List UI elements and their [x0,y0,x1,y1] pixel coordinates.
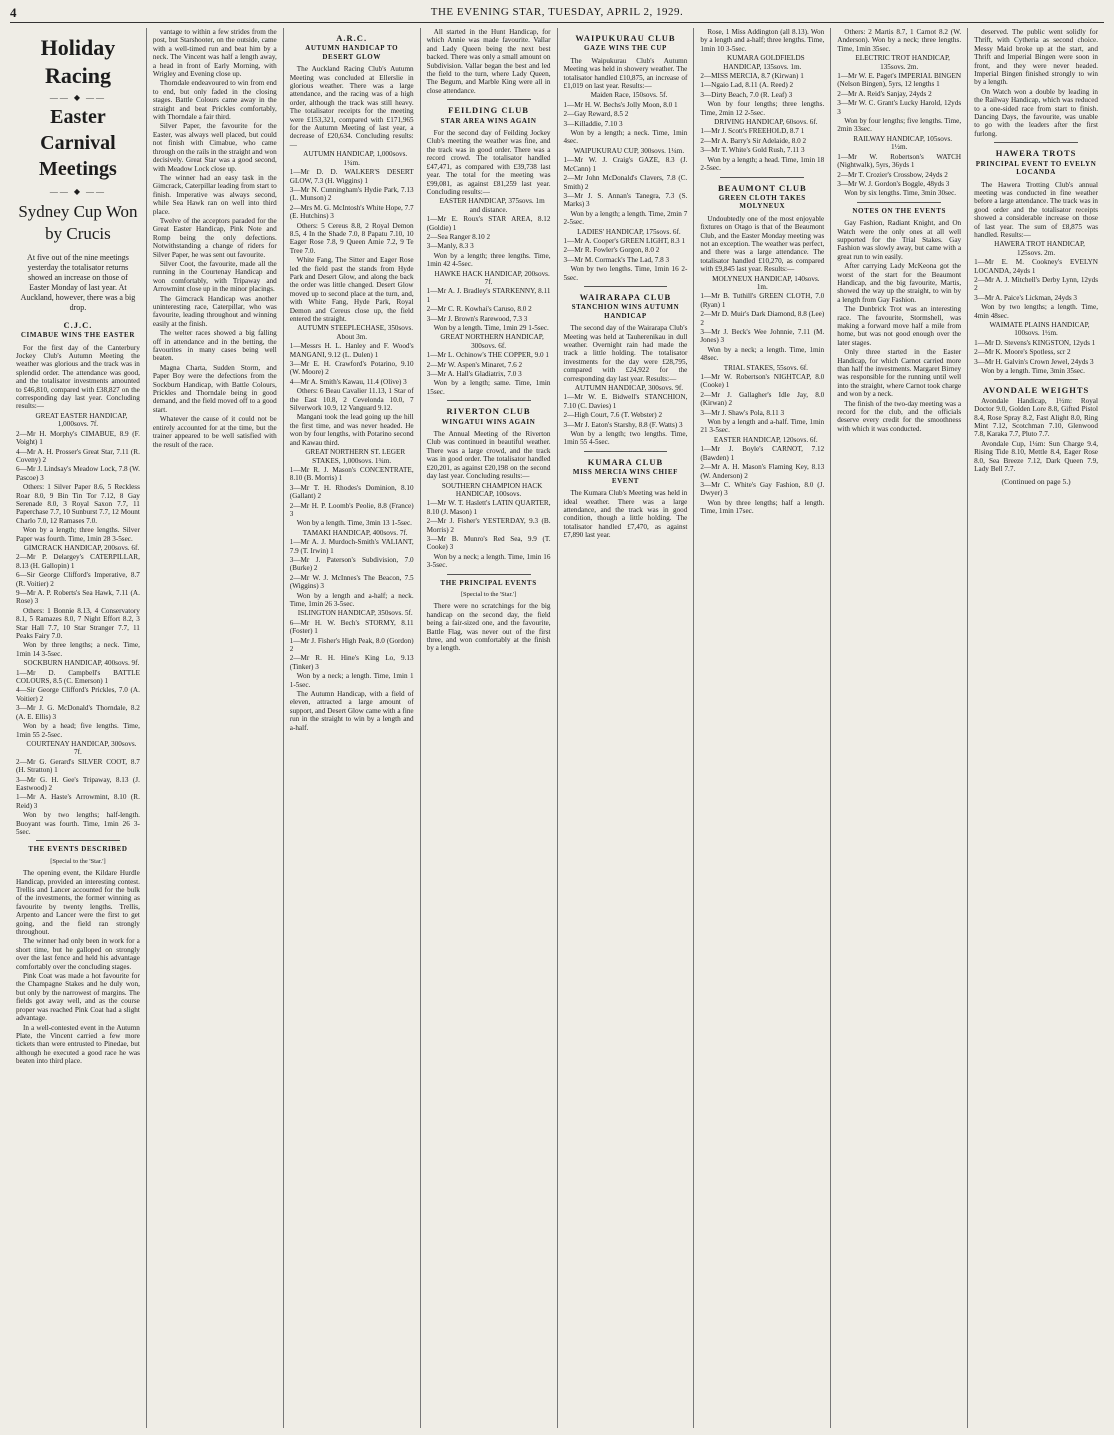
column-4 [420,28,557,1428]
column-1 [10,28,146,1428]
race-result: 3—Mr T. H. Rhodes's Dominion, 8.10 (Gallant) 2 [289,483,414,501]
race-result: 6—Sir George Clifford's Imperative, 8.7 (R. Voitier) 2 [16,571,140,588]
section-rule [447,574,531,575]
race-title: GIMCRACK HANDICAP, 200sovs. 6f. [23,543,140,552]
race-result: 3—Mr W. C. Grant's Lucky Harold, 12yds 3 [837,99,962,116]
race-result: 2—MISS MERCIA, 8.7 (Kirwan) 1 [700,72,804,81]
special-note: [Special to the 'Star.'] [50,857,106,865]
race-result: 1—Ngaio Lad, 8.11 (A. Reed) 2 [700,81,794,90]
article-paragraph: Avondale Handicap, 1½m: Royal Doctor 9.0, Golden Lore 8.8, Gifted Pistol 8.4, Rose Spray 8.2, Fast Alight 8.0, Ring Mint 7.12, Scotchman 7.10, Glenwood 7.8, Karaka 7.7, Pluto 7.7. [974,396,1098,439]
race-won-by: Won by two lengths; half-length. Buoyant was fourth. Time, 1min 26 3-5sec. [16,811,140,836]
race-result: 9—Mr A. P. Roberts's Sea Hawk, 7.11 (A. Rose) 3 [16,589,140,606]
race-won-by: Won by a neck; a length. Time, 1min 1 1-5sec. [289,672,414,689]
race-result: 2—Mr W. J. McInnes's The Beacon, 7.5 (Wiggins) 3 [289,573,414,591]
section-rule [447,400,531,401]
column-7 [830,28,967,1428]
article-paragraph: Rose, 1 Miss Addington (all 8.13). Won by a length and a-half; three lengths. Time, 1min 10 3-5sec. [700,28,825,53]
race-title: LADIES' HANDICAP, 175sovs. 6f. [577,227,681,236]
article-paragraph: The finish of the two-day meeting was a record for the club, and the officials deserve every credit for the smoothness with which it was conducted. [837,399,962,433]
race-result: 3—Mr W. J. Gordon's Boggle, 48yds 3 [837,179,950,188]
race-result: 2—Mr K. Moore's Spotless, scr 2 [974,348,1071,357]
article-paragraph: The second day of the Wairarapa Club's Meeting was held at Tauherenikau in dull weather. Overnight rain had made the track a little holding. The totalisator investments for the day were £28,795, compared with £24,922 for the corresponding day last year. Results:— [563,324,688,383]
columns [10,28,1104,1428]
column-2 [146,28,283,1428]
race-title: EASTER HANDICAP, 375sovs. 1m and distance. [439,197,545,214]
article-paragraph: For the second day of Feilding Jockey Club's meeting the weather was fine, and the track was in good order. There was a record crowd. The totalisator handled £47,471, as compared with £39,738 last year. The total for the meeting was £99,081, as against £81,259 last year. Concluding results:— [426,129,551,196]
race-title: GREAT NORTHERN ST. LEGER STAKES, 1,000sovs. 1¾m. [305,448,406,465]
race-result: 3—Dirty Beach, 7.0 (R. Leaf) 3 [700,90,793,99]
race-won-by: Won by four lengths; three lengths. Time, 2min 12 2-5sec. [700,100,825,117]
race-result: 1—Mr A. J. Murdoch-Smith's VALIANT, 7.9 (T. Irwin) 1 [289,538,414,555]
race-won-by: Won by two lengths. Time, 1min 16 2-5sec. [563,265,688,282]
race-won-by: Won by a length; three lengths. Silver Paper was fourth. Time, 1min 28 3-5sec. [16,526,140,543]
race-others: Others: 5 Cereus 8.8, 2 Royal Demon 8.5, 4 In the Shade 7.0, 8 Papatu 7.10, 10 Eager Rose 7.8, 9 Queen Amie 7.2, 9 Te Tree 7.0. [289,221,414,255]
race-result: 3—Mr C. White's Gay Fashion, 8.0 (J. Dwyer) 3 [700,480,825,498]
club-subheading: PRINCIPAL EVENT TO EVELYN LOCANDA [975,159,1097,177]
race-result: 2—Mr A. J. Mitchell's Derby Lynn, 12yds 2 [974,275,1098,293]
race-title: TRIAL STAKES, 55sovs. 6f. [723,363,808,372]
race-result: 2—Mr D. Muir's Dark Diamond, 8.8 (Lee) 2 [700,310,825,327]
race-won-by: Won by a length; a head. Time, 1min 18 2-5sec. [700,155,825,173]
race-title: HAWKE HACK HANDICAP, 200sovs. 7f. [434,269,550,286]
article-paragraph: vantage to within a few strides from the post, but Starshooter, on the outside, came with a well-timed run and beat him by a neck. The Vincent was half a length away, a head in front of Early Morning, with Wrigley and Evening close up. [152,28,277,79]
race-result: 3—Mr G. H. Gee's Tripaway, 8.13 (J. Eastwood) 2 [16,775,140,792]
race-result: 3—Mr A. Hall's Gladiatrix, 7.0 3 [426,370,522,379]
article-paragraph: The winner had an easy task in the Gimcrack, Caterpillar leading from start to finish. Imperative was always second, while Sea Hawk ran on well into third place. [152,173,277,216]
race-result: 2—Mr R. Fowler's Gorgon, 8.0 2 [563,246,660,255]
race-result: 3—Mr J. Brown's Rarewood, 7.3 3 [426,314,528,323]
race-won-by: Won by a length. Time, 1min 29 1-5sec. [433,324,549,332]
race-result: 1—Mr A. Cooper's GREEN LIGHT, 8.3 1 [563,236,686,245]
race-result: 3—Mr N. Cunningham's Hydie Park, 7.13 (L. Munson) 2 [289,185,414,203]
race-result: 3—Mr J. Shaw's Pola, 8.11 3 [700,408,785,417]
race-result: 2—Mrs M. G. McIntosh's White Hope, 7.7 (E. Hutchins) 3 [289,203,414,221]
race-won-by: Won by a length and a-half; a neck. Time, 1min 26 3-5sec. [289,591,414,608]
article-paragraph: The Kumara Club's Meeting was held in ideal weather. There was a large attendance, and the track was in good condition, though a little holding. The totalisator handled £7,470, as against £7,890 last year. [563,489,688,540]
race-title: GREAT EASTER HANDICAP, 1,000sovs. 7f. [35,411,128,429]
race-result: 2—Mr R. H. Hine's King Lo, 9.13 (Tinker) 3 [289,654,414,671]
article-paragraph: The Dunbrick Trot was an interesting race. The favourite, Stormshell, was making a forward move half a mile from home, but was not good enough over the later stages. [837,305,962,347]
section-rule [994,142,1078,143]
article-paragraph: Avondale Cup, 1¼m: Sun Charge 9.4, Rising Tide 8.10, Mettle 8.4, Eager Rose 8.0, Sea Breeze 7.12, Dark Queen 7.9, Lady Bell 7.7. [974,439,1098,474]
race-title: ELECTRIC TROT HANDICAP, 135sovs. 2m. [855,54,950,71]
club-subheading: GAZE WINS THE CUP [583,44,667,53]
intro-paragraph: At five out of the nine meetings yesterday the totalisator returns showed an increase on those of Easter Monday of last year. At Auckland, however, there was a big drop. [20,252,136,312]
section-rule [36,840,120,841]
article-paragraph: White Fang, The Sitter and Eager Rose led the field past the stands from Hyde Park and Desert Glow, and along the back the order was little changed. Desert Glow moved up to second place at the turn, and, with White Fang, Hyde Park, Royal Demon and Cereus close up, the field entered the straight. [289,256,414,323]
article-paragraph: Twelve of the acceptors paraded for the Great Easter Handicap, Pink Note and Romp being the only defections. Notwithstanding a change of riders for Silver Paper, he was sent out favourite. [152,216,277,259]
race-result: 1—Mr W. Robertson's WATCH (Nightwalk), 5yrs, 36yds 1 [837,152,962,170]
column-8 [967,28,1104,1428]
article-paragraph: Silver Paper, the favourite for the Easter, was always well placed, but could not finish with Cimabue, who came through on the rails in the straight and won decisively. Great Star was a good second, with Meadow Lock close up. [152,122,277,173]
race-title: TAMAKI HANDICAP, 400sovs. 7f. [302,528,408,537]
race-result: 1—Mr J. Fisher's High Peak, 8.0 (Gordon) 2 [289,636,414,654]
article-paragraph: The winner had only been in work for a short time, but he galloped on strongly over the last fence and held his advantage comfortably over the concluding stages. [16,937,140,971]
race-result: 2—Mr C. R. Kowhai's Caruso, 8.0 2 [426,305,532,314]
headline-holiday-racing: Holiday Racing [40,35,116,88]
race-result: 2—Mr A. Barry's Sir Adelaide, 8.0 2 [700,136,807,145]
race-result: 1—Mr E. Roux's STAR AREA, 8.12 (Goldie) 1 [426,215,551,232]
section-rule [994,379,1078,380]
article-paragraph: For the first day of the Canterbury Jockey Club's Autumn Meeting the weather was glorious and the track was in splendid order. The attendance was good, and the totalisator investments amounted to £46,810, compared with £38,827 on the corresponding day last year. Concluding results:— [16,343,140,411]
race-title: Maiden Race, 150sovs. 5f. [590,91,668,100]
article-paragraph: Pink Coat was made a hot favourite for the Champagne Stakes and he duly won, but only by the narrowest of margins. The fields got away well, and as the course proper was reached Pink Coat had a slight advantage. [16,972,140,1023]
article-paragraph: The Auckland Racing Club's Autumn Meeting was concluded at Ellerslie in glorious weather. There was a large attendance, and the racing was of a high order, although the track was still heavy. The totalisator receipts for the meeting were £153,321, compared with £171,965 for the Autumn Meeting of last year, a decrease of £20,634. Concluding results:— [289,65,414,149]
article-paragraph: Undoubtedly one of the most enjoyable fixtures on Otago is that of the Beaumont Club, and the Easter Monday meeting was not an exception. The weather was perfect, and there was a large attendance. The totalisator handled £10,270, as compared with £9,845 last year. Results:— [700,214,825,274]
article-paragraph: The Hawera Trotting Club's annual meeting was conducted in fine weather before a large attendance. The track was in good order and the totalisator receipts showed a considerable increase on those of last year. The sum of £8,875 was handled. Results:— [974,180,1098,239]
race-result: 2—Mr H. P. Loomb's Peolie, 8.8 (France) 3 [289,501,414,518]
race-others: Others: 1 Bonnie 8.13, 4 Conservatory 8.1, 5 Ramazes 8.0, 7 Night Effort 8.2, 3 Star Hall 7.7, 10 Star Stranger 7.7, 11 Peaks Fairy 7.0. [16,606,140,641]
race-result: 2—Sea Ranger 8.10 2 [426,232,491,241]
section-heading: THE PRINCIPAL EVENTS [440,578,537,587]
club-subheading: STAR AREA WINS AGAIN [440,116,537,125]
club-subheading: WINGATUI WINS AGAIN [441,417,536,426]
race-won-by: Won by a head; five lengths. Time, 1min 55 2-5sec. [16,722,140,739]
race-result: 1—Mr D. Stevens's KINGSTON, 12yds 1 [974,338,1096,347]
club-heading: KUMARA CLUB [587,456,664,467]
article-paragraph: Gay Fashion, Radiant Knight, and On Watch were the only ones at all well supported for the Trial Stakes. Gay Fashion was slowly away, but came with a great run to win easily. [837,219,962,261]
race-won-by: Won by a length and a-half. Time, 1min 21 3-5sec. [700,418,825,435]
race-result: 2—Gay Reward, 8.5 2 [563,110,629,119]
race-result: 6—Mr H. W. Bech's STORMY, 8.11 (Foster) 1 [289,618,414,636]
race-won-by: Won by a length; a neck. Time, 1min 4sec. [563,129,688,146]
race-result: 1—Mr W. E. Bidwell's STANCHION, 7.10 (C. Davies) 1 [563,393,688,410]
club-heading: FEILDING CLUB [448,105,529,116]
article-paragraph: All started in the Hunt Handicap, for which Annie was made favourite. Vallar and Lady Queen being the next best backed. There was only a small amount on Subdivision. Vallar began the best and led the field to the turn, where Lady Queen, The Begum, and Marble King were all in close attendance. [426,28,551,95]
race-result: 1—Mr E. M. Cookney's EVELYN LOCANDA, 24yds 1 [974,258,1098,275]
race-result: 1—Mr W. Robertson's NIGHTCAP, 8.0 (Cooke) 1 [700,373,825,390]
race-title: GREAT NORTHERN HANDICAP, 300sovs. 6f. [440,333,544,350]
club-heading: BEAUMONT CLUB [717,182,807,193]
race-result: 2—Mr W. Aspen's Minaret, 7.6 2 [426,360,523,369]
race-won-by: Won by four lengths; five lengths. Time, 2min 33sec. [837,117,962,134]
article-paragraph: The Annual Meeting of the Riverton Club was continued in beautiful weather. There was a large crowd, and the track was in good order. The totalisator handled £20,201, as against £20,198 on the second day last year. Concluding results:— [426,430,551,481]
race-result: 1—Mr A. J. Bradley's STARKENNY, 8.11 1 [426,287,551,304]
race-result: 3—Killaddie, 7.10 3 [563,119,623,128]
race-won-by: Won by a neck; a length. Time, 1min 16 3-5sec. [426,552,551,570]
race-result: 2—Mr John McDonald's Clavers, 7.8 (C. Smith) 2 [563,174,688,191]
article-paragraph: Others: 2 Martis 8.7, 1 Carnot 8.2 (W. Anderson). Won by a neck; three lengths. Time, 1min 35sec. [837,28,962,53]
continued-note: (Continued on page 5.) [1001,476,1071,486]
race-result: 1—Messrs H. L. Hanley and F. Wood's MANGANI, 9.12 (L. Dulen) 1 [289,342,414,359]
race-result: 1—Mr A. Haste's Arrowmint, 8.10 (R. Reid) 3 [16,793,140,810]
article-paragraph: Only three started in the Easter Handicap, for which Carnot carried more than half the investments. Margaret Birney was responsible for the running until well into the straight, where Carnot took charge and won by a neck. [837,348,962,399]
race-won-by: Won by a length. Time, 3min 35sec. [981,367,1085,376]
race-result: 3—Mr J. S. Annan's Tanegra, 7.3 (S. Marks) 3 [563,191,688,209]
newspaper-title: THE EVENING STAR, TUESDAY, APRIL 2, 1929. [430,6,684,18]
race-result: 2—Mr J. Fisher's YESTERDAY, 9.3 (B. Morris) 2 [426,517,551,534]
section-rule [720,177,804,178]
club-subheading: MISS MERCIA WINS CHIEF EVENT [572,468,678,485]
club-heading: C.J.C. [63,319,93,330]
article-paragraph: Thorndale endeavoured to win from end to end, but only faded in the closing stages. Battle Colours came away in the straight and beat Prickles comfortably, with Thorndale a fair third. [152,79,277,122]
ornament-divider: —— ◆ —— [49,93,107,102]
section-rule [447,99,531,100]
race-title: KUMARA GOLDFIELDS HANDICAP, 135sovs. 1m. [723,54,805,71]
club-heading: A.R.C. [336,33,368,43]
race-won-by: Won by a length; two lengths. Time, 1min 55 4-5sec. [563,430,688,447]
race-title: SOCKBURN HANDICAP, 400sovs. 9f. [23,659,140,668]
page-number: 4 [10,5,17,20]
article-paragraph: Mangani took the lead going up the hill the first time, and was never headed. He won by four lengths, with Potarino second and Kawau third. [289,413,414,447]
race-title: WAIPUKURAU CUP, 300sovs. 1¼m. [573,146,685,155]
race-title: EASTER HANDICAP, 120sovs. 6f. [713,435,818,444]
race-won-by: Won by three lengths; a neck. Time, 1min 14 3-5sec. [16,641,140,658]
column-6 [693,28,830,1428]
race-result: 3—Mr J. Beck's Wee Johnnie, 7.11 (M. Jones) 3 [700,328,825,345]
race-result: 3—Mr E. H. Crawford's Potarino, 9.10 (W. Moore) 2 [289,360,414,377]
race-result: 4—Mr A. H. Prosser's Great Star, 7.11 (R. Coveny) 2 [16,447,140,464]
headline-easter-carnival: Easter Carnival Meetings [39,106,117,181]
race-result: 3—Mr M. Cormack's The Lad, 7.8 3 [563,255,670,264]
race-won-by: Won by a length; three lengths. Time, 1min 42 4-5sec. [426,251,551,269]
race-title: RAILWAY HANDICAP, 105sovs. 1½m. [853,134,953,152]
race-won-by: Won by two lengths; a length. Time, 4min 48sec. [974,303,1098,320]
race-title: MOLYNEUX HANDICAP, 140sovs. 1m. [712,274,820,291]
club-heading: HAWERA TROTS [995,148,1077,159]
race-others: Others: 6 Beau Cavalier 11.13, 1 Star of the East 10.8, 2 Cevelonda 10.0, 7 Silverwork 10.9, 12 Vanguard 9.12. [289,387,414,413]
race-result: 3—Mr T. White's Gold Rush, 7.11 3 [700,146,805,155]
special-note: [Special to the 'Star.'] [460,590,517,598]
race-result: 3—Mr H. Galvin's Crown Jewel, 24yds 3 [974,357,1094,366]
section-rule [857,202,941,203]
race-result: 3—Mr J. Paterson's Subdivision, 7.0 (Burke) 2 [289,555,414,573]
race-result: 3—Manly, 8.3 3 [426,242,474,251]
race-result: 2—Mr P. Delargey's CATERPILLAR, 8.13 (H. Gallopin) 1 [16,553,140,570]
section-rule [584,451,668,452]
race-title: DRIVING HANDICAP, 60sovs. 6f. [714,118,818,127]
headline-sydney-cup: Sydney Cup Won by Crucis [18,201,138,243]
race-won-by: Won by six lengths. Time, 3min 30sec. [844,189,957,198]
column-5 [557,28,694,1428]
race-title: WAIMATE PLAINS HANDICAP, 100sovs. 1½m. [989,321,1090,338]
article-paragraph: The opening event, the Kildare Hurdle Handicap, provided an interesting contest. Trellis and Lancer accounted for the bulk of the investments, the former winning as favourite by twenty lengths. Trellis, Arpento and Lancer were the first to get going, and the field ran strongly throughout. [16,869,140,937]
column-3 [283,28,420,1428]
race-result: 1—Mr W. J. Craig's GAZE, 8.3 (J. McCann) 1 [563,156,688,173]
article-paragraph: There were no scratchings for the big handicap on the second day, the field being a fair-sized one, and the favourite, Battle Flag, was never out of the first three, and won comfortably at the finish by a length. [426,602,551,653]
race-won-by: Won by a neck; a length. Time, 1min 48sec. [700,345,825,363]
article-paragraph: The Autumn Handicap, with a field of eleven, attracted a large amount of support, and Desert Glow came with a fine run in the straight to win by a length and a-half. [289,690,414,732]
article-paragraph: Magna Charta, Sudden Storm, and Paper Boy were the defections from the Sockburn Handicap, with Battle Colours, Prickles and Thorndale being in good demand, and the field moved off to a good start. [152,363,277,414]
race-title: COURTENAY HANDICAP, 300sovs. 7f. [26,739,137,757]
race-result: 1—Mr R. J. Mason's CONCENTRATE, 8.10 (B. Morris) 1 [289,465,414,483]
race-title: HAWERA TROT HANDICAP, 125sovs. 2m. [994,240,1085,257]
race-title: ISLINGTON HANDICAP, 350sovs. 5f. [297,609,413,618]
race-result: 1—Mr H. W. Bechs's Jolly Moon, 8.0 1 [563,100,678,109]
race-won-by: Won by a length; same. Time, 1min 15sec. [426,379,551,396]
race-result: 1—Mr J. Boyle's CARNOT, 7.12 (Bawden) 1 [700,445,825,462]
race-result: 4—Mr A. Smith's Kawau, 11.4 (Olive) 3 [289,377,407,386]
article-paragraph: The Waipukurau Club's Autumn Meeting was held in showery weather. The totalisator handled £10,875, an increase of £1,019 on last year. Results:— [563,56,688,91]
race-result: 4—Sir George Clifford's Prickles, 7.0 (A. Voitier) 2 [16,686,140,703]
race-result: 2—High Court, 7.6 (T. Webster) 2 [563,411,663,420]
race-result: 2—Mr H. Morphy's CIMABUE, 8.9 (F. Voight) 1 [16,429,140,447]
club-heading: WAIRARAPA CLUB [579,291,672,302]
article-paragraph: The Gimcrack Handicap was another uninteresting race, Caterpillar, who was favourite, leading throughout and winning easily at the finish. [152,294,277,328]
article-paragraph: On Watch won a double by leading in the Railway Handicap, which was reduced to a one-sided race from start to finish. Dancing Days, the favourite, was unable to go with the leaders after the first furlong. [974,87,1098,138]
race-result: 3—Mr B. Munro's Red Sea, 9.9 (T. Cooke) 3 [426,534,551,552]
race-result: 1—Mr L. Ochinow's THE COPPER, 9.0 1 [426,351,549,360]
section-rule [584,286,668,287]
race-result: 3—Mr J. G. McDonald's Thorndale, 8.2 (A. E. Ellis) 3 [16,704,140,721]
article-paragraph: deserved. The public went solidly for Thrift, with Cytheria as second choice. Messy Maid broke up at the start, and Thrift and Imperial Bingen were soon in front, and they were never headed. Imperial Bingen finished strongly to win by a length. [974,28,1098,87]
race-result: 3—Mr A. Paice's Lickman, 24yds 3 [974,293,1078,302]
race-result: 2—Mr A. H. Mason's Flaming Key, 8.13 (W. Anderson) 2 [700,463,825,480]
ornament-divider: —— ◆ —— [49,187,107,197]
article-paragraph: Silver Coot, the favourite, made all the running in the Courtenay Handicap and won comfortably, with Tripaway and Arrowmint close up in the minor placings. [152,259,277,294]
club-heading: AVONDALE WEIGHTS [982,385,1090,396]
race-title: SOUTHERN CHAMPION HACK HANDICAP, 100sovs. [441,481,543,498]
race-result: 1—Mr J. Scott's FREEHOLD, 8.7 1 [700,127,805,136]
article-paragraph: Whatever the cause of it could not be entirely accounted for at the time, but the trainer appeared to be well satisfied with the result of the race. [152,415,277,449]
club-subheading: CIMABUE WINS THE EASTER [20,331,135,340]
race-won-by: Won by a length. Time, 3min 13 1-5sec. [296,519,412,528]
club-heading: RIVERTON CLUB [446,406,531,417]
race-result: 2—Mr J. Gallagher's Idle Jay, 8.0 (Kirwan) 2 [700,390,825,408]
race-result: 6—Mr J. Lindsay's Meadow Lock, 7.8 (W. Pascoe) 3 [16,465,140,482]
race-title: AUTUMN STEEPLECHASE, 350sovs. About 3m. [297,324,414,341]
race-result: 1—Mr D. D. WALKER'S DESERT GLOW, 7.3 (H. Wiggins) 1 [289,168,414,185]
race-result: 2—Mr A. Reid's Sanjay, 24yds 2 [837,89,932,98]
club-subheading: GREEN CLOTH TAKES MOLYNEUX [718,193,806,211]
masthead [10,4,1104,23]
race-result: 3—Mr J. Eaton's Starshy, 8.8 (F. Watts) 3 [563,420,683,429]
section-heading: THE EVENTS DESCRIBED [28,845,128,854]
race-title: AUTUMN HANDICAP, 300sovs. 9f. [574,384,684,393]
section-heading: NOTES ON THE EVENTS [852,206,946,215]
article-paragraph: In a well-contested event in the Autumn Plate, the Vincent carried a few more tickets than were entrusted to Pinedae, but although he executed a good race he was beaten into third place. [16,1023,140,1066]
club-subheading: STANCHION WINS AUTUMN HANDICAP [571,303,680,320]
race-won-by: Won by a length; a length. Time, 2min 7 2-5sec. [563,209,688,227]
race-result: 2—Mr T. Crozier's Crossbow, 24yds 2 [837,170,948,179]
club-subheading: AUTUMN HANDICAP TO DESERT GLOW [305,44,399,61]
race-result: 1—Mr D. Campbell's BATTLE COLOURS, 8.5 (C. Emerson) 1 [16,668,140,686]
race-others: Others: 1 Silver Paper 8.6, 5 Reckless Roar 8.0, 9 Bin Tin Tor 7.12, 8 Gay Serenade 8.0, 3 Royal Saxon 7.7, 11 Paperchase 7.7, 10 Sunburst 7.7, 12 Mount Charlo 7.0, 12 Ramases 7.0. [16,483,140,525]
race-result: 1—Mr B. Tuthill's GREEN CLOTH, 7.0 (Ryan) 1 [700,292,825,309]
club-heading: WAIPUKURAU CLUB [575,33,676,43]
race-result: 2—Mr G. Gerard's SILVER COOT, 8.7 (H. Stratton) 1 [16,757,140,775]
race-title: AUTUMN HANDICAP, 1,000sovs. 1¼m. [303,150,408,167]
race-result: 1—Mr W. T. Haslett's LATIN QUARTER, 8.10 (J. Mason) 1 [426,499,551,516]
race-result: 1—Mr W. E. Paget's IMPERIAL BINGEN (Nelson Bingen), 5yrs, 12 lengths 1 [837,72,962,89]
article-paragraph: The welter races showed a big falling off in attendance and in the betting, the favourites in many cases being well beaten. [152,329,277,363]
race-won-by: Won by three lengths; half a length. Time, 1min 17sec. [700,498,825,516]
article-paragraph: After carrying Lady McKeona got the worst of the start for the Beaumont Handicap, and the big favourite, Martis, showed the way up the straight, to win by a length from Gay Fashion. [837,262,962,304]
